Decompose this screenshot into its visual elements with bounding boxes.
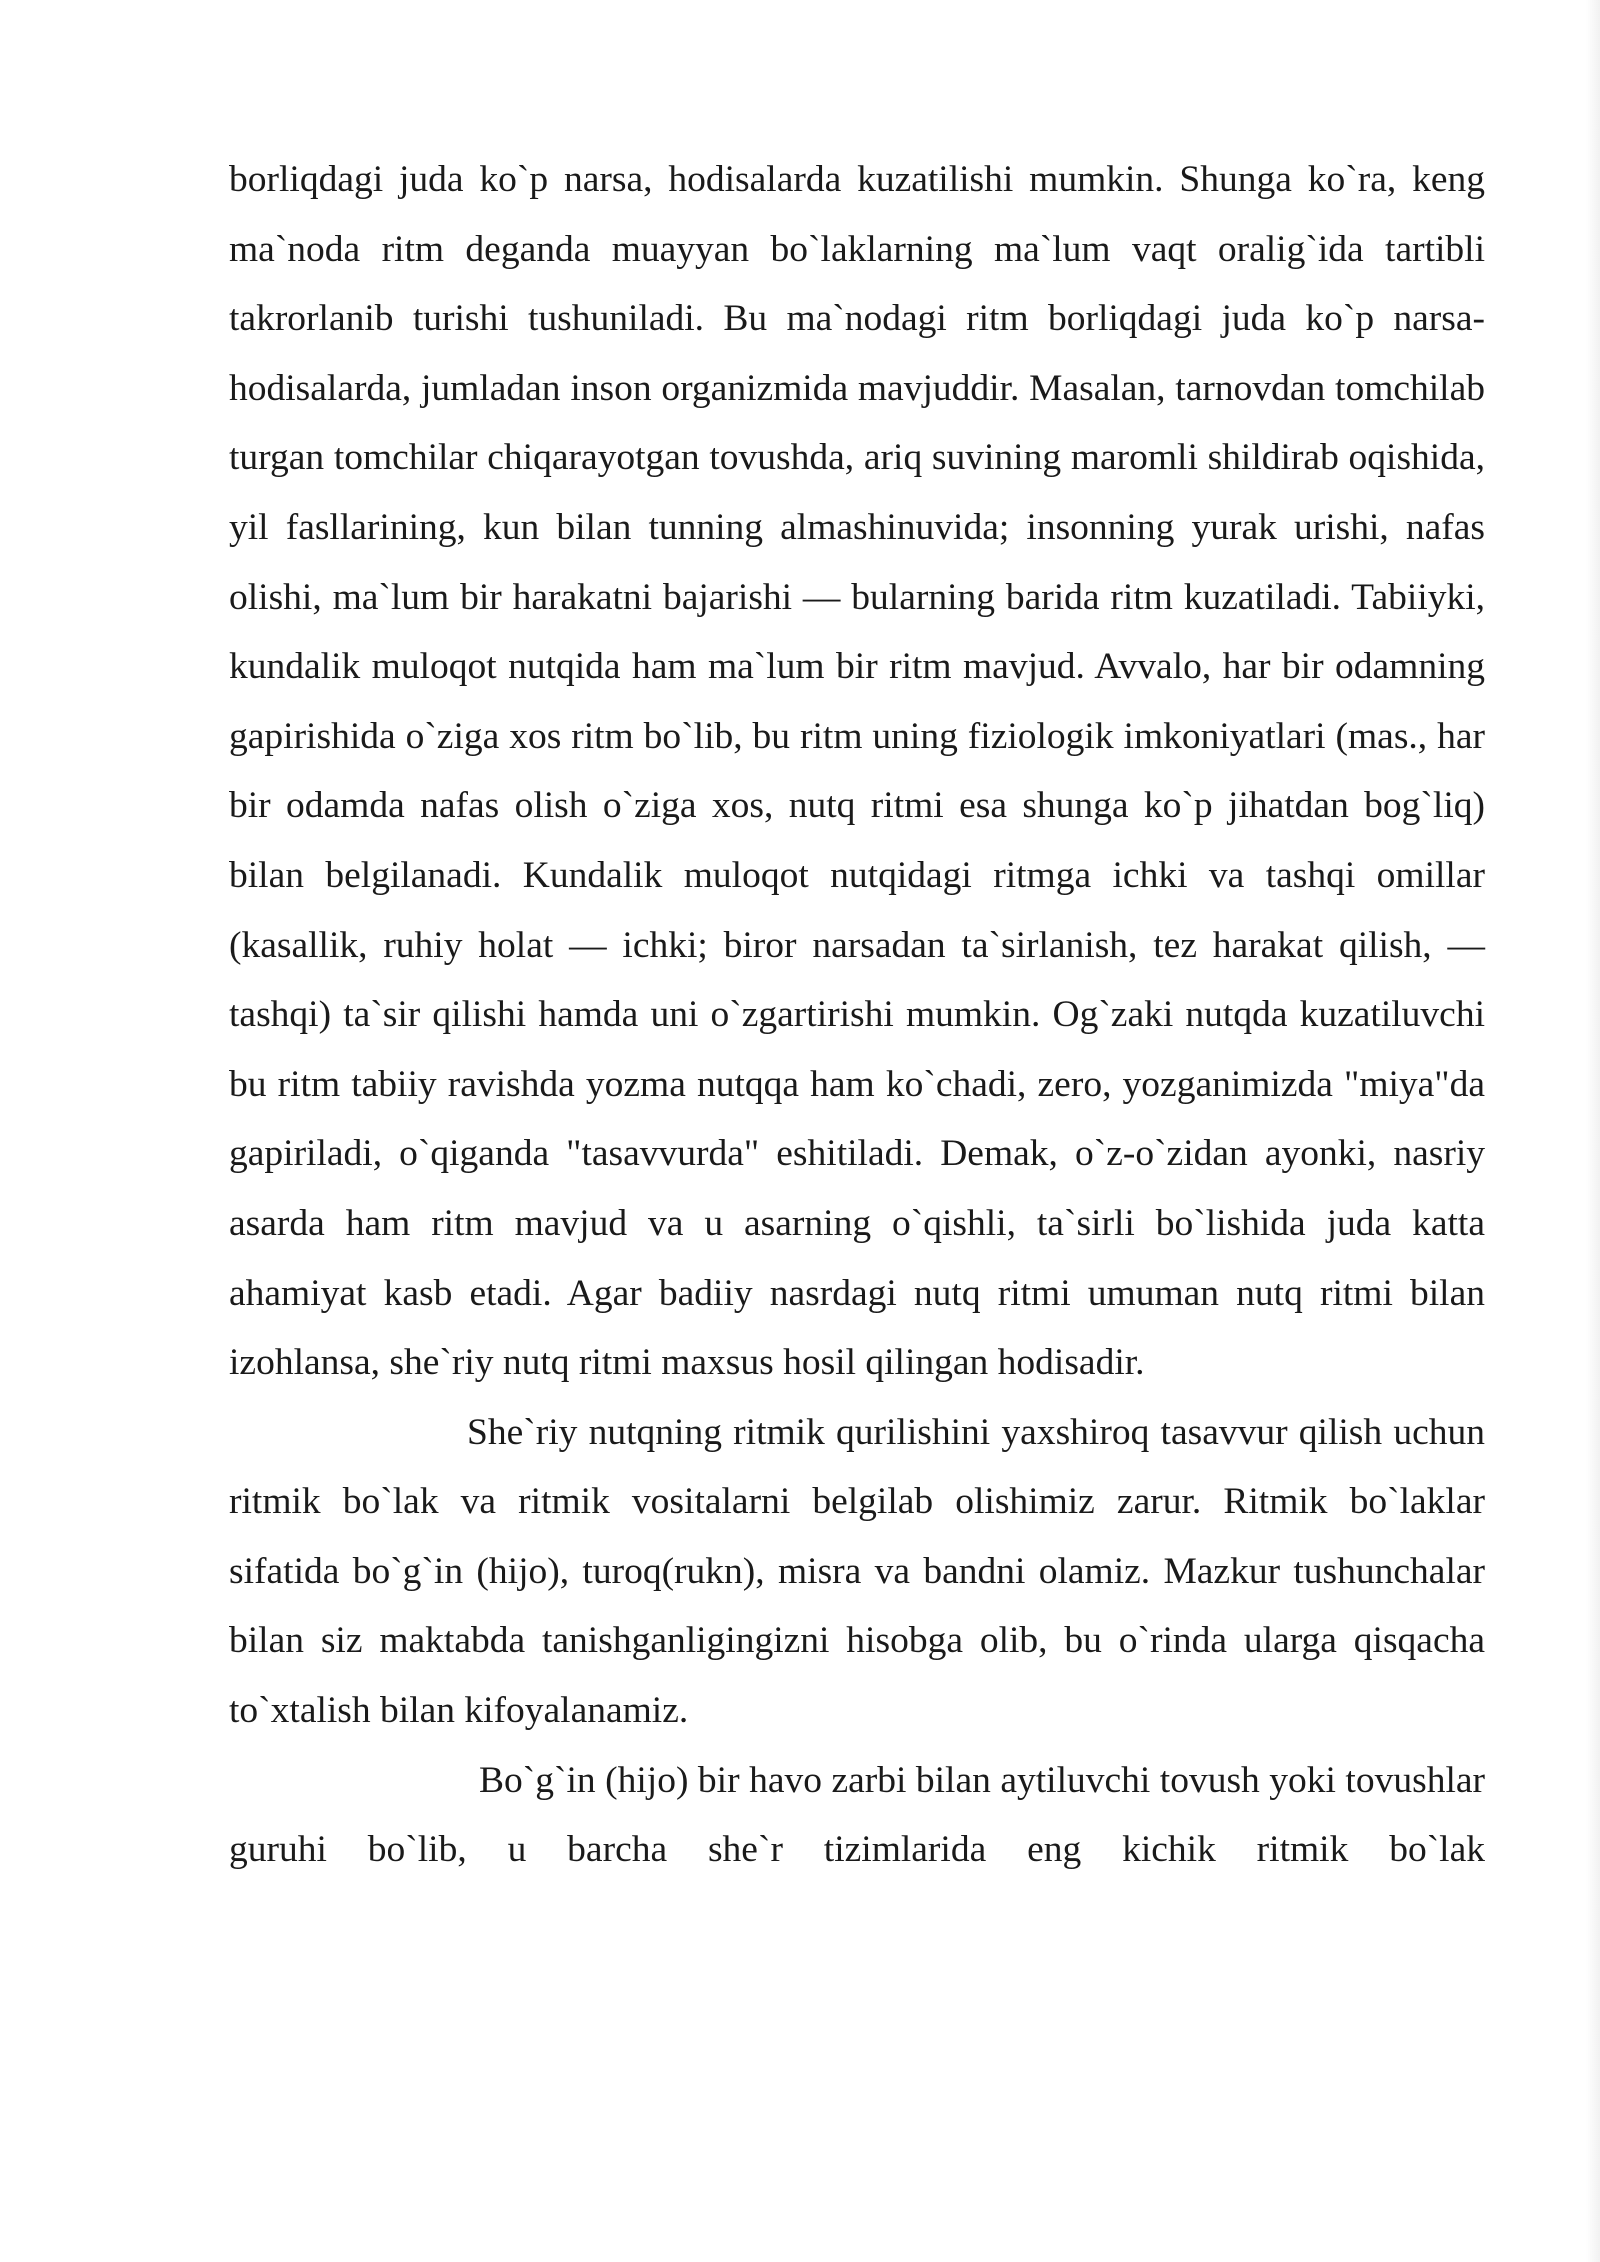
paragraph-rhythmic-units: She`riy nutqning ritmik qurilishini yaxshiroq tasavvur qilish uchun ritmik bo`lak va ritmik vositalarni belgilab olishimiz zarur. Ritmik bo`laklar sifatida bo`g`in (hijo), turoq(rukn), misra va bandni olamiz. Mazkur tushunchalar bilan siz maktabda tanishganligingizni hisobga olib, bu o`rinda ularga qisqacha to`xtalish bilan kifoyalanamiz.: [229, 1411, 1485, 1732]
document-body: [229, 145, 1485, 1885]
paragraph-rhythm-definition: borliqdagi juda ko`p narsa, hodisalarda kuzatilishi mumkin. Shunga ko`ra, keng ma`noda ritm deganda muayyan bo`laklarning ma`lum vaqt oralig`ida tartibli takrorlanib turishi tushuniladi. Bu ma`nodagi ritm borliqdagi juda ko`p narsa-hodisalarda, jumladan inson organizmida mavjuddir. Masalan, tarnovdan tomchilab turgan tomchilar chiqarayotgan tovushda, ariq suvining maromli shildirab oqishida, yil fasllarining, kun bilan tunning almashinuvida; insonning yurak urishi, nafas olishi, ma`lum bir harakatni bajarishi — bularning barida ritm kuzatiladi. Tabiiyki, kundalik muloqot nutqida ham ma`lum bir ritm mavjud. Avvalo, har bir odamning gapirishida o`ziga xos ritm bo`lib, bu ritm uning fiziologik imkoniyatlari (mas., har bir odamda nafas olish o`ziga xos, nutq ritmi esa shunga ko`p jihatdan bog`liq) bilan belgilanadi. Kundalik muloqot nutqidagi ritmga ichki va tashqi omillar (kasallik, ruhiy holat — ichki; biror narsadan ta`sirlanish, tez harakat qilish, — tashqi) ta`sir qilishi hamda uni o`zgartirishi mumkin. Og`zaki nutqda kuzatiluvchi bu ritm tabiiy ravishda yozma nutqqa ham ko`chadi, zero, yozganimizda "miya"da gapiriladi, o`qiganda "tasavvurda" eshitiladi. Demak, o`z-o`zidan ayonki, nasriy asarda ham ritm mavjud va u asarning o`qishli, ta`sirli bo`lishida juda katta ahamiyat kasb etadi. Agar badiiy nasrdagi nutq ritmi umuman nutq ritmi bilan izohlansa, she`riy nutq ritmi maxsus hosil qilingan hodisadir.: [229, 159, 1485, 1384]
paragraph-syllable: Bo`g`in (hijo) bir havo zarbi bilan aytiluvchi tovush yoki tovushlar guruhi bo`lib, u barcha she`r tizimlarida eng kichik ritmik bo`lak: [229, 1759, 1485, 1871]
page-edge-shadow: [1586, 0, 1600, 2262]
